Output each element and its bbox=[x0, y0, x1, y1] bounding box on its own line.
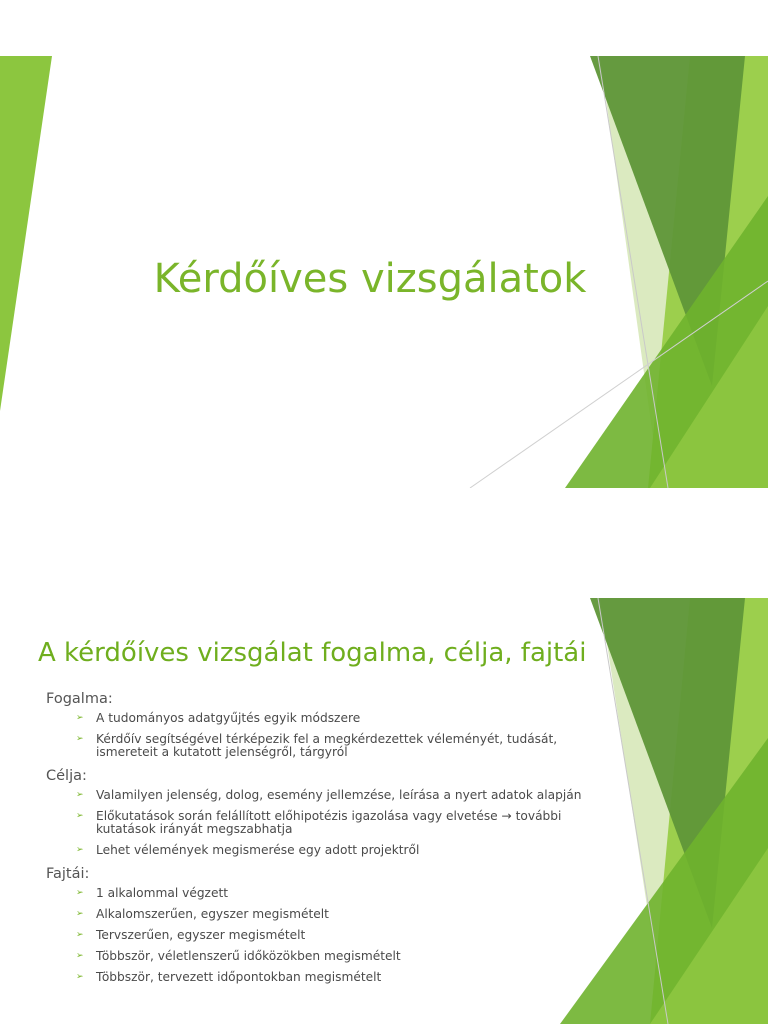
list-item bbox=[76, 908, 596, 921]
section-heading: Célja: bbox=[46, 768, 87, 784]
list-item bbox=[76, 712, 596, 725]
list-item-text: Valamilyen jelenség, dolog, esemény jellemzése, leírása a nyert adatok alapján bbox=[96, 788, 582, 802]
list-item bbox=[76, 929, 596, 942]
arrow-bullet-icon: ➢ bbox=[76, 888, 84, 898]
list-item bbox=[76, 789, 596, 802]
bullet-list bbox=[46, 887, 596, 984]
list-item-text: 1 alkalommal végzett bbox=[96, 886, 229, 900]
arrow-bullet-icon: ➢ bbox=[76, 951, 84, 961]
slide-content bbox=[46, 690, 596, 992]
arrow-bullet-icon: ➢ bbox=[76, 713, 84, 723]
arrow-bullet-icon: ➢ bbox=[76, 845, 84, 855]
list-item bbox=[76, 887, 596, 900]
list-item-text: Többször, véletlenszerű időközökben megismételt bbox=[96, 949, 401, 963]
arrow-bullet-icon: ➢ bbox=[76, 790, 84, 800]
title-slide bbox=[0, 56, 768, 488]
list-item bbox=[76, 810, 596, 836]
arrow-bullet-icon: ➢ bbox=[76, 811, 84, 821]
list-item-text: Kérdőív segítségével térképezik fel a megkérdezettek véleményét, tudását, ismereteit a kutatott jelenségről, tárgyról bbox=[96, 732, 558, 759]
section-heading: Fajtái: bbox=[46, 866, 90, 882]
arrow-bullet-icon: ➢ bbox=[76, 972, 84, 982]
arrow-bullet-icon: ➢ bbox=[76, 909, 84, 919]
list-item-text: Alkalomszerűen, egyszer megismételt bbox=[96, 907, 329, 921]
list-item-text: Többször, tervezett időpontokban megismételt bbox=[96, 970, 382, 984]
list-item bbox=[76, 733, 596, 759]
bullet-list bbox=[46, 712, 596, 759]
bullet-list bbox=[46, 789, 596, 857]
list-item-text: Lehet vélemények megismerése egy adott projektről bbox=[96, 843, 420, 857]
arrow-bullet-icon: ➢ bbox=[76, 734, 84, 744]
list-item bbox=[76, 950, 596, 963]
slide-title: Kérdőíves vizsgálatok bbox=[153, 256, 587, 302]
section-heading: Fogalma: bbox=[46, 691, 113, 707]
list-item-text: Tervszerűen, egyszer megismételt bbox=[96, 928, 306, 942]
arrow-bullet-icon: ➢ bbox=[76, 930, 84, 940]
content-slide bbox=[0, 598, 768, 1024]
list-item-text: A tudományos adatgyűjtés egyik módszere bbox=[96, 711, 361, 725]
list-item bbox=[76, 971, 596, 984]
slide-title: A kérdőíves vizsgálat fogalma, célja, fajtái bbox=[38, 638, 587, 668]
list-item bbox=[76, 844, 596, 857]
list-item-text: Előkutatások során felállított előhipotézis igazolása vagy elvetése → további kutatások irányát megszabhatja bbox=[96, 809, 562, 836]
left-green-shape bbox=[0, 56, 52, 411]
